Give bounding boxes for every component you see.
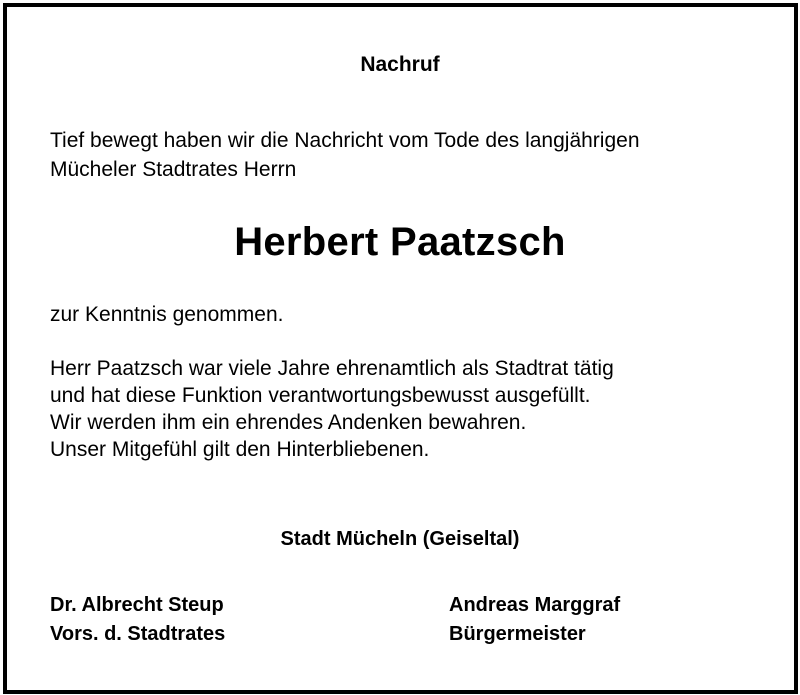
signatory-name: Dr. Albrecht Steup <box>50 594 224 616</box>
notice-heading: Nachruf <box>360 53 440 76</box>
signatory-title: Vors. d. Stadtrates <box>50 623 226 645</box>
signatory-right <box>449 591 620 649</box>
deceased-name: Herbert Paatzsch <box>234 220 566 264</box>
acknowledgement-text: zur Kenntnis genommen. <box>50 303 284 326</box>
body-line: und hat diese Funktion verantwortungsbewusst ausgefüllt. <box>50 384 591 407</box>
intro-line: Tief bewegt haben wir die Nachricht vom Tode des langjährigen <box>50 129 640 152</box>
intro-text <box>50 126 770 184</box>
signatory-left <box>50 591 225 649</box>
organization-name: Stadt Mücheln (Geiseltal) <box>280 528 520 550</box>
body-line: Unser Mitgefühl gilt den Hinterbliebenen. <box>50 438 430 461</box>
body-line: Wir werden ihm ein ehrendes Andenken bewahren. <box>50 411 527 434</box>
signatory-title: Bürgermeister <box>449 623 586 645</box>
signatory-name: Andreas Marggraf <box>449 594 621 616</box>
body-text <box>50 355 770 463</box>
intro-line: Mücheler Stadtrates Herrn <box>50 158 297 181</box>
body-line: Herr Paatzsch war viele Jahre ehrenamtlich als Stadtrat tätig <box>50 357 614 380</box>
